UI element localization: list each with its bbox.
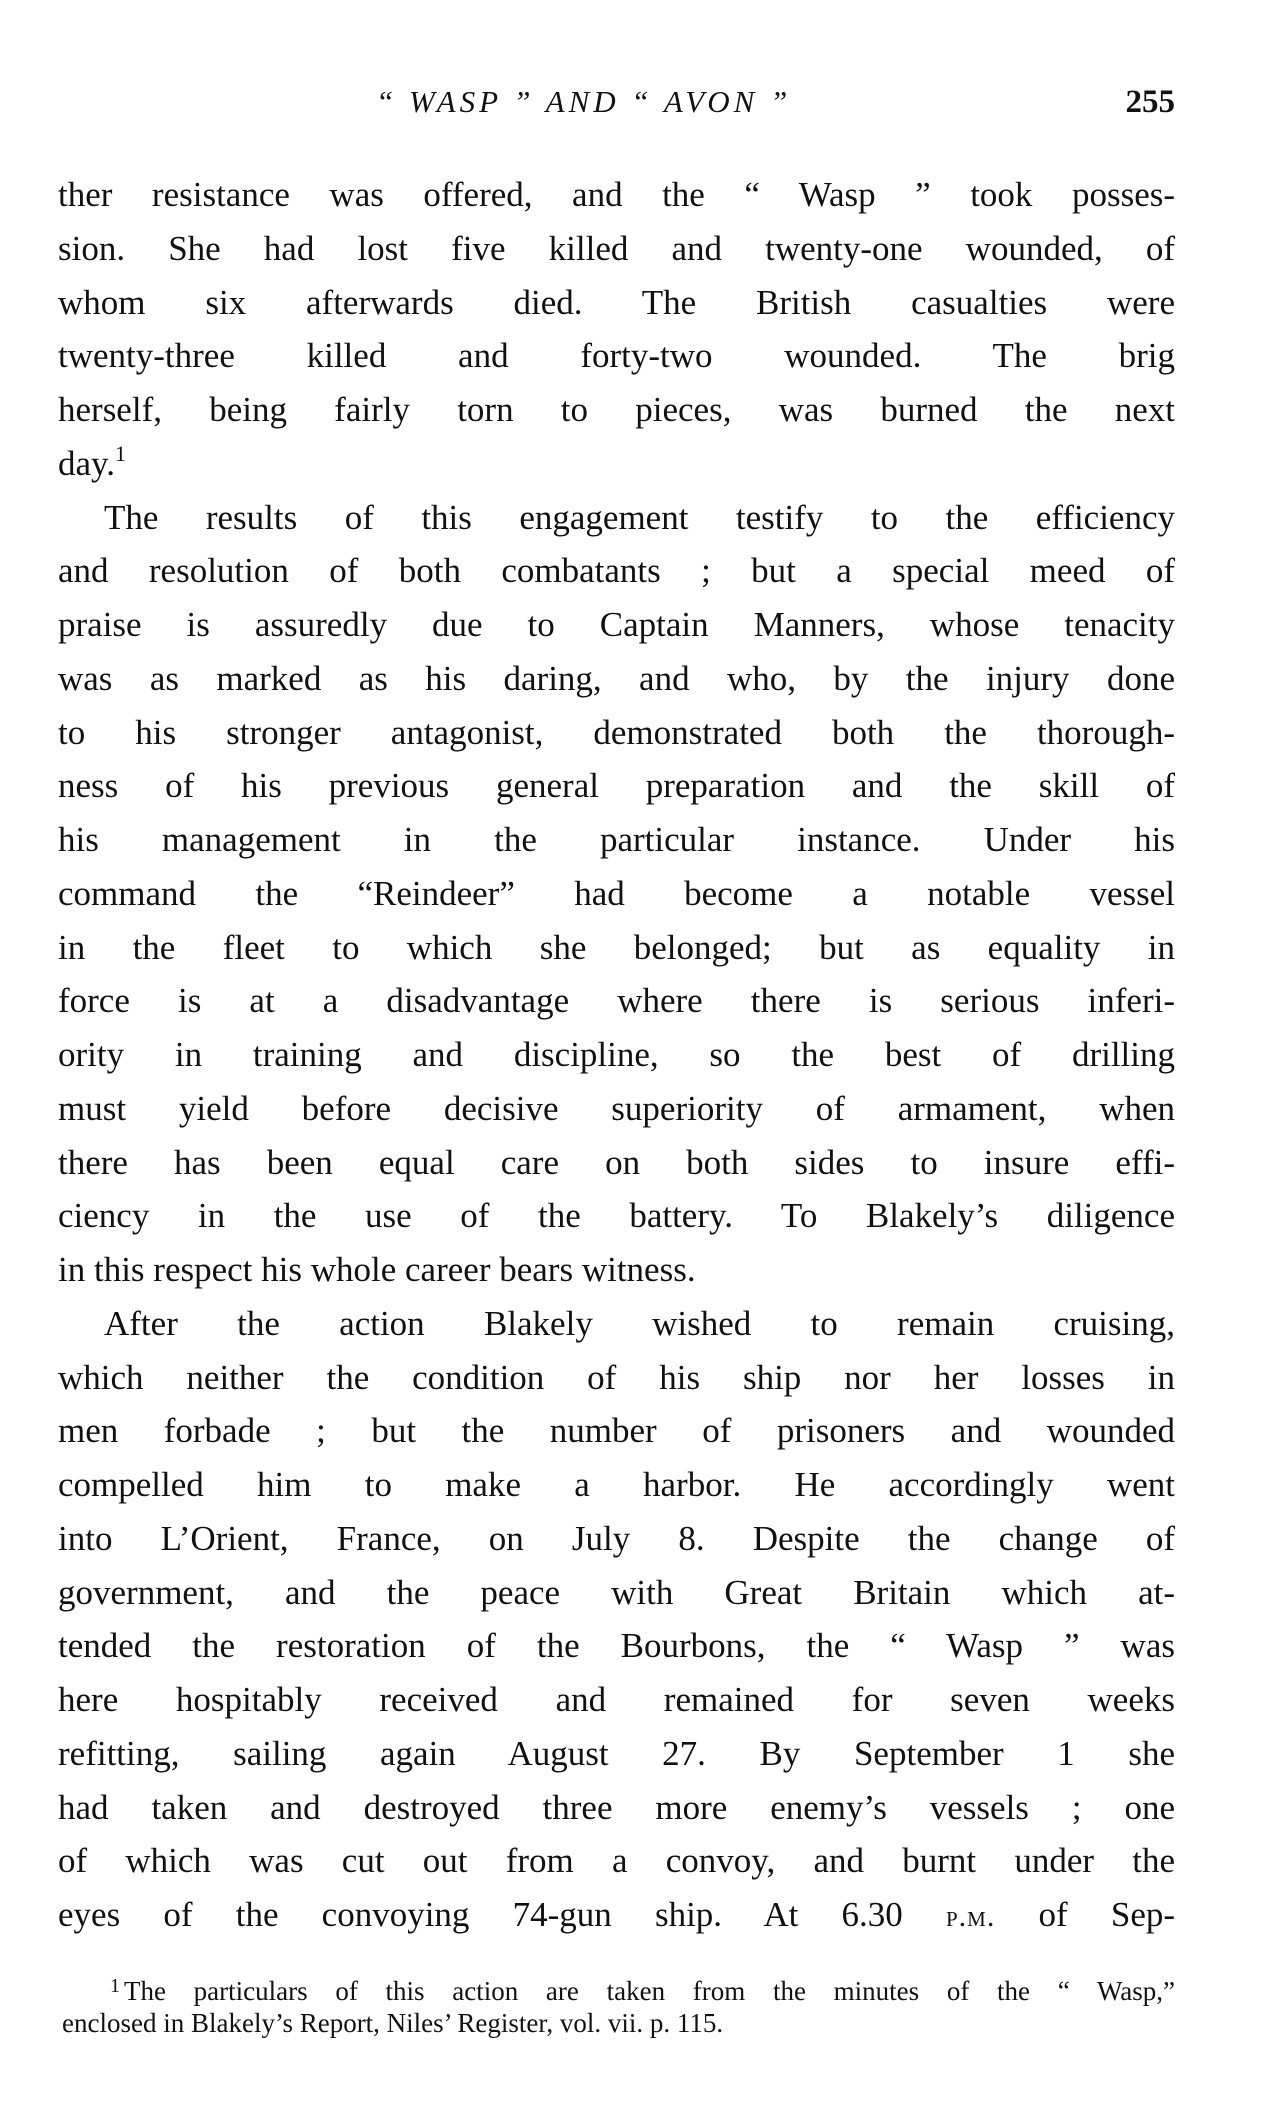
page-number: 255 xyxy=(1125,84,1175,120)
footnote-reference[interactable]: 1 xyxy=(115,440,127,466)
text-line: government, and the peace with Great Britain which at- xyxy=(58,1572,1175,1612)
text-line: there has been equal care on both sides to insure effi- xyxy=(58,1142,1175,1182)
text-fragment: The particulars of this action are taken from the minutes of the “ Wasp,” xyxy=(124,1976,1175,2006)
text-line: men forbade ; but the number of prisoners and wounded xyxy=(58,1411,1175,1451)
footnotes xyxy=(62,1968,1175,2042)
text-line: must yield before decisive superiority of armament, when xyxy=(58,1088,1175,1128)
text-line: praise is assuredly due to Captain Manners, whose tenacity xyxy=(58,605,1175,644)
text-line: into L’Orient, France, on July 8. Despite the change of xyxy=(58,1518,1175,1558)
text-fragment: eyes of the convoying 74-gun ship. At 6.30 xyxy=(58,1895,903,1934)
footnote xyxy=(62,1968,1175,2042)
running-title: “ WASP ” AND “ AVON ” xyxy=(376,84,792,119)
footnote-marker: 1 xyxy=(110,1975,120,1997)
text-fragment: of Sep- xyxy=(1038,1895,1176,1934)
text-line: sion. She had lost five killed and twenty-one wounded, of xyxy=(58,228,1175,268)
body-text xyxy=(58,168,1175,1942)
text-line: which neither the condition of his ship nor her losses in xyxy=(58,1357,1175,1397)
text-line xyxy=(58,1888,1175,1942)
text-line: The results of this engagement testify to the efficiency xyxy=(104,497,1175,537)
text-line: ther resistance was offered, and the “ Wasp ” took posses- xyxy=(58,175,1175,214)
text-line xyxy=(58,437,1175,491)
text-line: force is at a disadvantage where there is serious inferi- xyxy=(58,981,1175,1021)
text-line: command the “Reindeer” had become a notable vessel xyxy=(58,873,1175,913)
text-line: in the fleet to which she belonged; but as equality in xyxy=(58,927,1175,967)
text-line: twenty-three killed and forty-two wounded. The brig xyxy=(58,336,1175,376)
text-line: herself, being fairly torn to pieces, was burned the next xyxy=(58,390,1175,429)
text-line: tended the restoration of the Bourbons, the “ Wasp ” was xyxy=(58,1626,1175,1666)
paragraph xyxy=(58,168,1175,491)
text-line: and resolution of both combatants ; but a special meed of xyxy=(58,551,1175,591)
paragraph xyxy=(58,1297,1175,1942)
text-line: of which was cut out from a convoy, and burnt under the xyxy=(58,1841,1175,1881)
text-fragment: day. xyxy=(58,443,116,483)
running-head xyxy=(58,82,1175,122)
text-line: whom six afterwards died. The British casualties were xyxy=(58,282,1175,322)
text-line: ority in training and discipline, so the best of drilling xyxy=(58,1035,1175,1074)
text-line: refitting, sailing again August 27. By September 1 she xyxy=(58,1733,1175,1773)
time-abbreviation: p.m. xyxy=(945,1900,996,1933)
paragraph xyxy=(58,491,1175,1297)
text-line: was as marked as his daring, and who, by the injury done xyxy=(58,658,1175,698)
text-line: After the action Blakely wished to remain cruising, xyxy=(104,1303,1175,1343)
text-line: ness of his previous general preparation and the skill of xyxy=(58,766,1175,806)
footnote-line xyxy=(62,1968,1175,2005)
text-line: in this respect his whole career bears witness. xyxy=(58,1250,696,1289)
text-line: his management in the particular instance. Under his xyxy=(58,820,1175,859)
text-line: to his stronger antagonist, demonstrated both the thorough- xyxy=(58,712,1175,752)
footnote-line: enclosed in Blakely’s Report, Niles’ Register, vol. vii. p. 115. xyxy=(62,2008,724,2038)
text-line: ciency in the use of the battery. To Blakely’s diligence xyxy=(58,1196,1175,1236)
text-line: here hospitably received and remained for seven weeks xyxy=(58,1680,1175,1719)
text-line: compelled him to make a harbor. He accordingly went xyxy=(58,1465,1175,1504)
text-line: had taken and destroyed three more enemy’s vessels ; one xyxy=(58,1787,1175,1827)
